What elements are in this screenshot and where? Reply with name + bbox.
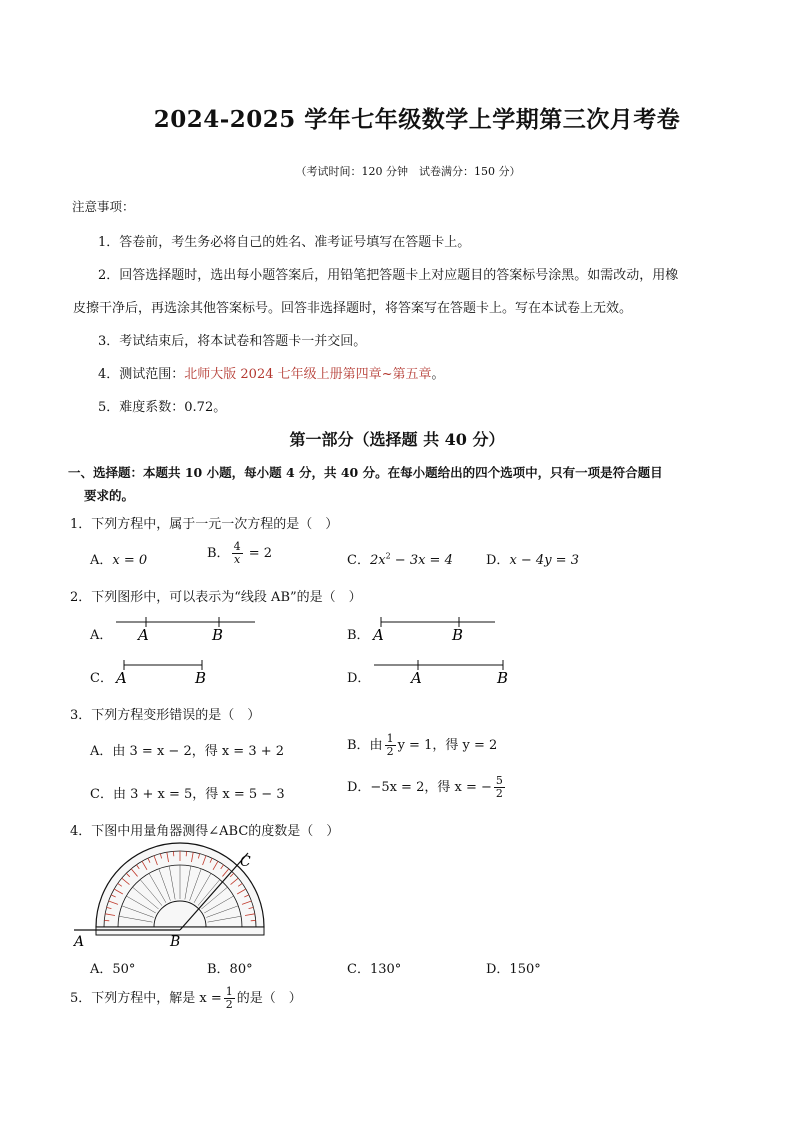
denominator: 2 <box>386 745 394 758</box>
q2-option-a-label[interactable]: A． <box>90 628 113 643</box>
option-label: B． <box>207 546 230 561</box>
option-label: A． <box>90 553 113 568</box>
notes-heading: 注意事项： <box>72 199 135 214</box>
option-expr: y = 1，得 y = 2 <box>397 738 498 753</box>
point-label-c: C <box>240 854 251 870</box>
question-3-stem: 3．下列方程变形错误的是（ ） <box>70 708 261 723</box>
option-label: D． <box>486 553 510 568</box>
point-label-b: B <box>170 934 181 950</box>
q4-option-c[interactable]: C．130° <box>347 962 402 977</box>
note-range-prefix: 4．测试范围： <box>98 367 185 382</box>
point-label-a: A <box>373 626 384 644</box>
question-1-stem: 1．下列方程中，属于一元一次方程的是（ ） <box>70 517 339 532</box>
point-label-b: B <box>497 669 509 687</box>
option-expr: D．−5x = 2，得 x = − <box>347 780 492 795</box>
denominator: 2 <box>495 787 503 800</box>
q3-option-a[interactable]: A．由 3 = x − 2，得 x = 3 + 2 <box>90 744 285 759</box>
note-item: 5．难度系数：0.72。 <box>98 400 227 415</box>
question-4-stem: 4．下图中用量角器测得∠ABC的度数是（ ） <box>70 824 340 839</box>
question-2-stem: 2．下列图形中，可以表示为“线段 AB”的是（ ） <box>70 590 362 605</box>
stem-text: 5．下列方程中，解是 x = <box>70 991 222 1006</box>
q3-option-c[interactable]: C．由 3 + x = 5，得 x = 5 − 3 <box>90 787 285 802</box>
q2-option-d-label[interactable]: D． <box>347 671 371 686</box>
option-expr: x = 0 <box>112 553 148 568</box>
numerator: 1 <box>225 985 233 998</box>
option-expr: x − 4y = 3 <box>509 553 579 568</box>
section-title: 第一部分（选择题 共 40 分） <box>289 430 505 449</box>
section-instructions: 一、选择题：本题共 10 小题，每小题 4 分，共 40 分。在每小题给出的四个选项中，只有一项是符合题目 <box>68 465 663 480</box>
point-label-a: A <box>411 669 422 687</box>
page-title: 2024-2025 学年七年级数学上学期第三次月考卷 <box>153 106 681 133</box>
q2-option-b-label[interactable]: B． <box>347 628 370 643</box>
note-item: 1．答卷前，考生务必将自己的姓名、准考证号填写在答题卡上。 <box>98 235 471 250</box>
point-label-a: A <box>138 626 149 644</box>
denominator: x <box>233 553 241 566</box>
numerator: 1 <box>386 732 394 745</box>
note-range-value: 北师大版 2024 七年级上册第四章~第五章 <box>184 367 432 382</box>
option-expr: = 2 <box>244 546 272 561</box>
question-5-stem <box>70 986 302 1011</box>
q4-option-d[interactable]: D．150° <box>486 962 541 977</box>
point-label-b: B <box>212 626 224 644</box>
point-label-a: A <box>74 934 85 950</box>
point-label-b: B <box>452 626 464 644</box>
numerator: 5 <box>495 774 503 787</box>
q4-option-b[interactable]: B．80° <box>207 962 253 977</box>
denominator: 2 <box>225 998 233 1011</box>
option-label: B．由 <box>347 738 383 753</box>
q4-option-a[interactable]: A．50° <box>90 962 136 977</box>
option-expr: 2x <box>369 553 386 568</box>
note-item: 2．回答选择题时，选出每小题答案后，用铅笔把答题卡上对应题目的答案标号涂黑。如需改动，用橡 <box>98 268 679 283</box>
note-item: 3．考试结束后，将本试卷和答题卡一并交回。 <box>98 334 367 349</box>
point-label-b: B <box>195 669 207 687</box>
note-range-suffix: 。 <box>431 367 445 382</box>
section-instructions-cont: 要求的。 <box>84 488 135 503</box>
note-item: 皮擦干净后，再选涂其他答案标号。回答非选择题时，将答案写在答题卡上。写在本试卷上无效。 <box>73 301 633 316</box>
exponent: 2 <box>385 551 391 561</box>
exam-info: （考试时间：120 分钟 试卷满分：150 分） <box>295 165 521 178</box>
stem-text: 的是（ ） <box>236 991 302 1006</box>
q2-option-c-label[interactable]: C． <box>90 671 113 686</box>
option-label: C． <box>347 553 370 568</box>
numerator: 4 <box>233 540 241 553</box>
fraction <box>224 986 235 1011</box>
option-expr: − 3x = 4 <box>390 553 453 568</box>
point-label-a: A <box>116 669 127 687</box>
